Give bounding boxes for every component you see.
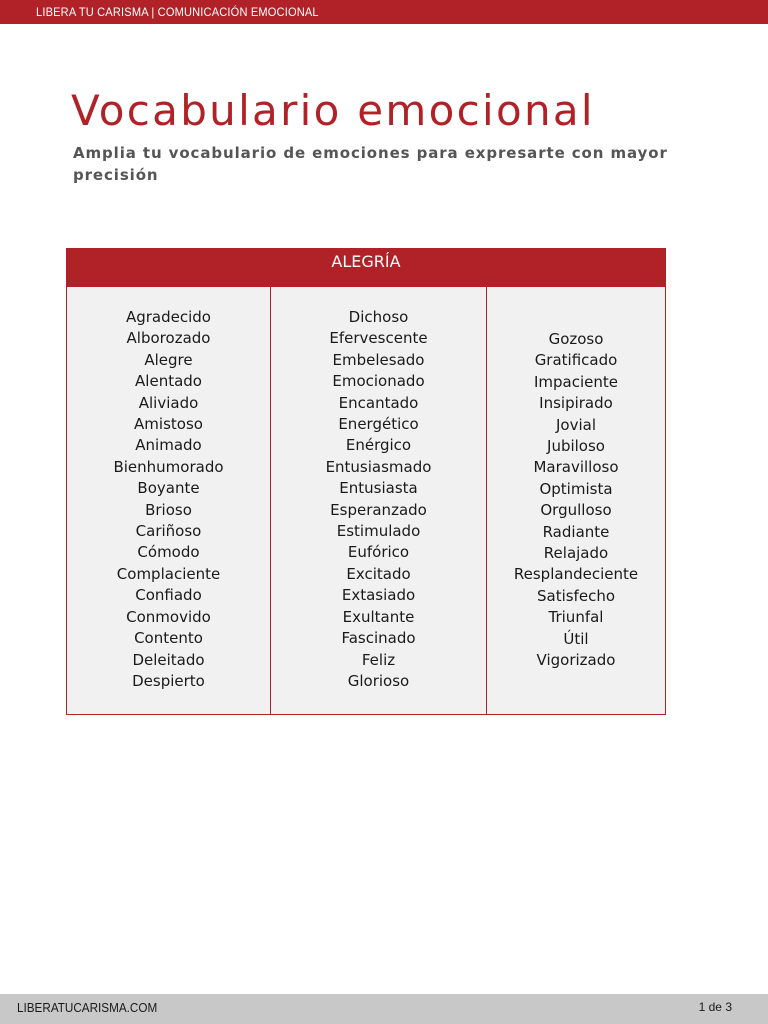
emotion-word: Optimista — [539, 479, 613, 498]
emotion-word: Deleitado — [132, 650, 205, 669]
emotion-word: Bienhumorado — [113, 457, 224, 476]
table-heading: ALEGRÍA — [66, 248, 666, 287]
word-list — [487, 329, 665, 672]
banner-text: LIBERA TU CARISMA | COMUNICACIÓN EMOCIONAL — [36, 5, 319, 19]
emotion-word: Radiante — [542, 522, 610, 541]
emotion-word: Eufórico — [347, 543, 410, 562]
emotion-word: Despierto — [132, 671, 205, 690]
emotion-word: Gratificado — [534, 351, 618, 370]
emotion-word: Boyante — [137, 479, 200, 498]
emotion-word: Orgulloso — [540, 501, 612, 520]
emotion-word: Vigorizado — [536, 651, 616, 670]
page-subtitle: Amplia tu vocabulario de emociones para expresarte con mayor precisión — [73, 144, 668, 184]
emotion-column-2 — [271, 286, 487, 715]
emotion-word: Cómodo — [137, 543, 200, 562]
emotion-word: Esperanzado — [330, 500, 427, 519]
emotion-word: Resplandeciente — [513, 565, 639, 584]
word-list — [271, 307, 486, 692]
emotion-word: Amistoso — [134, 415, 203, 434]
emotion-word: Dichoso — [348, 308, 409, 326]
emotion-word: Relajado — [543, 544, 609, 563]
emotion-word: Entusiasta — [339, 479, 418, 498]
emotion-word: Alegre — [144, 350, 193, 369]
emotion-word: Excitado — [346, 564, 411, 583]
emotion-word: Fascinado — [341, 629, 416, 648]
emotion-word: Animado — [135, 436, 202, 455]
emotion-word: Impaciente — [533, 372, 618, 391]
emotion-word: Glorioso — [347, 671, 410, 690]
emotion-word: Agradecido — [125, 308, 211, 326]
emotion-column-1 — [67, 286, 271, 715]
emotion-word: Jovial — [555, 415, 596, 434]
emotion-word: Energético — [338, 415, 419, 434]
emotion-word: Alborozado — [126, 329, 211, 348]
emotion-word: Triunfal — [548, 608, 604, 627]
emotion-word: Entusiasmado — [325, 457, 432, 476]
emotion-word: Cariñoso — [135, 522, 202, 541]
emotion-word: Estimulado — [336, 522, 421, 541]
page-total: 3 — [725, 1000, 732, 1014]
emotion-word: Efervescente — [329, 329, 428, 348]
emotion-word: Complaciente — [116, 564, 221, 583]
emotion-word: Gozoso — [548, 330, 604, 348]
emotion-word: Encantado — [338, 393, 419, 412]
emotion-word: Extasiado — [341, 586, 416, 605]
emotion-word: Maravilloso — [533, 458, 619, 477]
emotion-word: Conmovido — [126, 607, 211, 626]
footer-site: LIBERATUCARISMA.COM — [17, 1000, 158, 1015]
emotion-word: Jubiloso — [547, 437, 605, 456]
emotion-word: Exultante — [342, 607, 415, 626]
emotion-word: Confiado — [135, 586, 202, 605]
emotion-word: Útil — [563, 629, 589, 648]
word-list — [67, 307, 270, 692]
emotion-column-3 — [487, 286, 665, 715]
emotion-word: Aliviado — [138, 393, 199, 412]
page-number: 1 — [698, 1000, 706, 1014]
emotion-word: Emocionado — [332, 372, 425, 391]
footer-bar — [0, 994, 768, 1024]
emotion-word: Embelesado — [332, 350, 425, 369]
emotion-word: Enérgico — [345, 436, 412, 455]
page-separator: de — [708, 1000, 722, 1014]
top-banner — [0, 0, 768, 24]
emotion-word: Feliz — [361, 650, 396, 669]
emotion-word: Insipirado — [539, 394, 613, 413]
page-title: Vocabulario emocional — [71, 86, 595, 135]
emotion-table — [66, 248, 666, 715]
emotion-word: Brioso — [145, 500, 192, 519]
emotion-word: Satisfecho — [536, 586, 616, 605]
emotion-word: Alentado — [135, 372, 202, 391]
emotion-word: Contento — [134, 629, 203, 648]
page-indicator — [699, 1000, 732, 1014]
